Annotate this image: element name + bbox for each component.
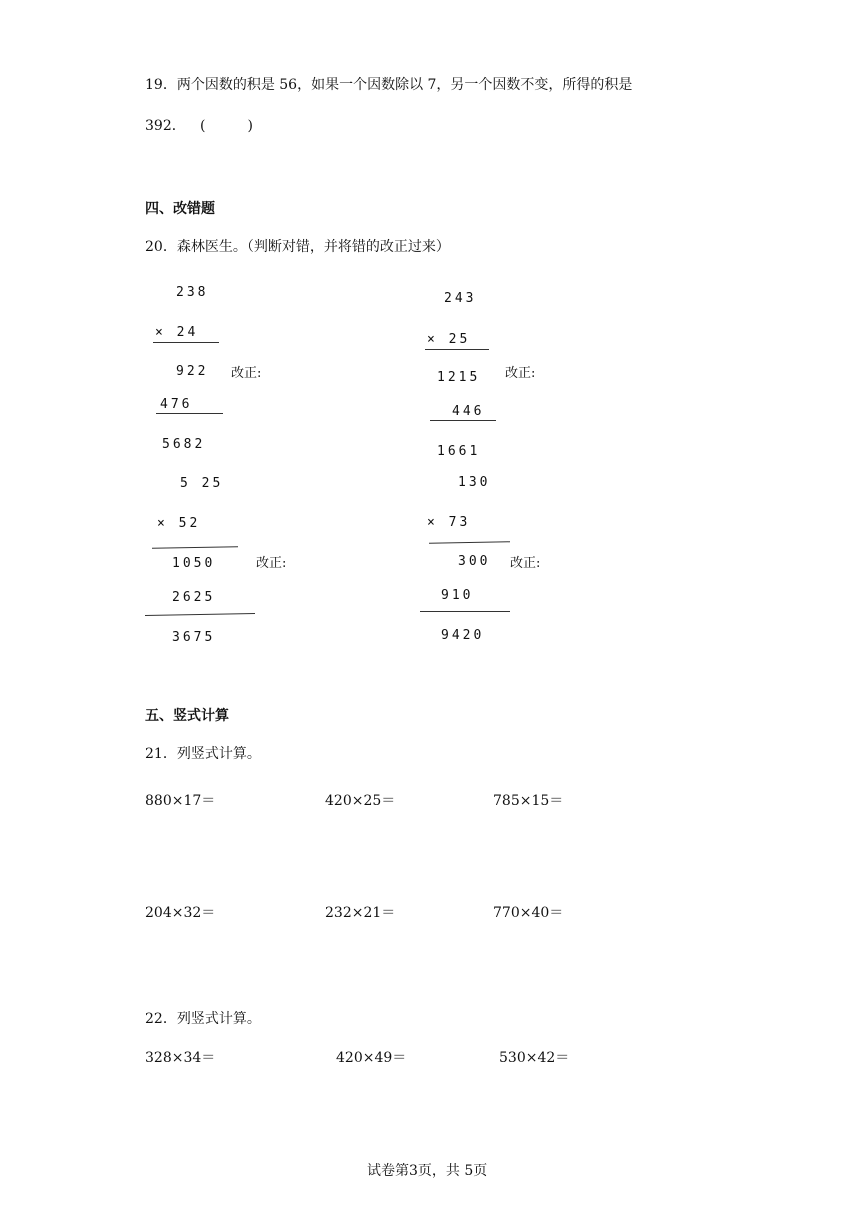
calc4-multiplier: × 73 (427, 515, 471, 530)
q20-prompt: 20．森林医生。（判断对错，并将错的改正过来） (145, 239, 450, 255)
q21-expr-6: 770×40＝ (493, 905, 564, 921)
calc1-fix-label: 改正: (231, 366, 262, 381)
calc2-top: 243 (444, 291, 477, 306)
calc1-top: 238 (176, 285, 209, 300)
q19-text-line1: 19．两个因数的积是 56，如果一个因数除以 7，另一个因数不变，所得的积是 (145, 77, 633, 93)
q21-expr-3: 785×15＝ (493, 793, 564, 809)
calc2-multiplier: × 25 (427, 332, 471, 347)
calc2-fix-label: 改正: (505, 366, 536, 381)
calc3-rule-2 (145, 613, 255, 616)
calc2-partial-1: 1215 (437, 370, 481, 385)
q22-expr-1: 328×34＝ (145, 1050, 216, 1066)
calc2-partial-2: 446 (452, 404, 485, 419)
q22-expr-2: 420×49＝ (336, 1050, 407, 1066)
page-footer: 试卷第3页，共 5页 (367, 1163, 488, 1179)
calc4-partial-1: 300 (458, 554, 491, 569)
calc1-partial-2: 476 (160, 397, 193, 412)
calc3-result: 3675 (172, 630, 216, 645)
calc4-rule-1 (429, 541, 510, 543)
section-5-title: 五、竖式计算 (145, 708, 229, 724)
calc1-rule-2 (156, 413, 223, 414)
calc1-rule-1 (153, 342, 219, 343)
calc3-rule-1 (152, 546, 238, 549)
calc3-partial-2: 2625 (172, 590, 216, 605)
q21-expr-1: 880×17＝ (145, 793, 216, 809)
q21-expr-5: 232×21＝ (325, 905, 396, 921)
calc4-fix-label: 改正: (510, 556, 541, 571)
q21-expr-4: 204×32＝ (145, 905, 216, 921)
calc3-top: 5 25 (180, 476, 224, 491)
calc4-rule-2 (420, 611, 510, 612)
q19-answer-blank: ( ) (200, 118, 253, 134)
calc4-top: 130 (458, 475, 491, 490)
calc1-partial-1: 922 (176, 364, 209, 379)
calc3-fix-label: 改正: (256, 556, 287, 571)
q21-prompt: 21．列竖式计算。 (145, 746, 261, 762)
calc2-rule-2 (430, 420, 496, 421)
q22-prompt: 22．列竖式计算。 (145, 1011, 261, 1027)
calc4-result: 9420 (441, 628, 485, 643)
q19-text-line2: 392． (145, 118, 186, 134)
calc1-result: 5682 (162, 437, 206, 452)
calc4-partial-2: 910 (441, 588, 474, 603)
calc2-result: 1661 (437, 444, 481, 459)
q21-expr-2: 420×25＝ (325, 793, 396, 809)
calc1-multiplier: × 24 (155, 325, 199, 340)
section-4-title: 四、改错题 (145, 201, 215, 217)
q22-expr-3: 530×42＝ (499, 1050, 570, 1066)
calc3-partial-1: 1050 (172, 556, 216, 571)
calc3-multiplier: × 52 (157, 516, 201, 531)
calc2-rule-1 (425, 349, 489, 350)
